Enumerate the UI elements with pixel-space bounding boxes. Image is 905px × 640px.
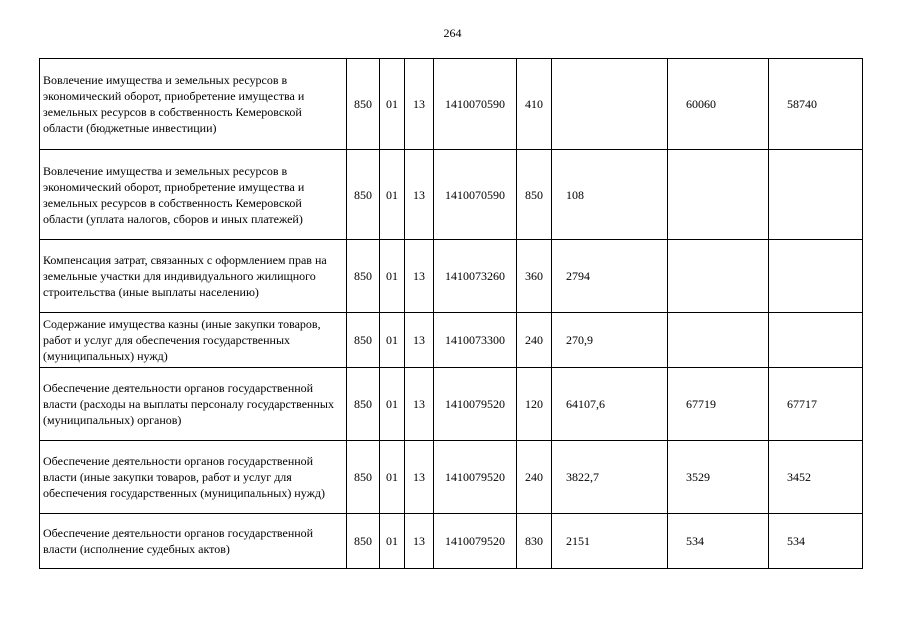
amount-year1-cell: 3822,7 — [552, 441, 668, 514]
table-row — [40, 150, 863, 240]
expense-name-cell: Компенсация затрат, связанных с оформлением прав на земельные участки для индивидуального жилищного строительства (иные выплаты населению) — [40, 240, 347, 313]
section-code-cell: 01 — [380, 150, 405, 240]
subsection-code-cell: 13 — [405, 150, 434, 240]
expense-type-cell: 410 — [517, 59, 552, 150]
expense-name-cell: Вовлечение имущества и земельных ресурсов в экономический оборот, приобретение имущества и земельных ресурсов в собственность Кемеровской области (уплата налогов, сборов и иных платежей) — [40, 150, 347, 240]
section-code-cell: 01 — [380, 441, 405, 514]
amount-year2-cell: 3529 — [668, 441, 769, 514]
amount-year3-cell: 3452 — [769, 441, 863, 514]
department-code-cell: 850 — [347, 313, 380, 368]
expense-type-cell: 830 — [517, 514, 552, 569]
amount-year3-cell — [769, 150, 863, 240]
amount-year1-cell: 270,9 — [552, 313, 668, 368]
section-code-cell: 01 — [380, 240, 405, 313]
target-article-cell: 1410079520 — [434, 441, 517, 514]
subsection-code-cell: 13 — [405, 441, 434, 514]
amount-year3-cell — [769, 240, 863, 313]
section-code-cell: 01 — [380, 368, 405, 441]
amount-year2-cell — [668, 313, 769, 368]
page-number: 264 — [443, 26, 462, 40]
department-code-cell: 850 — [347, 240, 380, 313]
amount-year3-cell — [769, 313, 863, 368]
department-code-cell: 850 — [347, 441, 380, 514]
section-code-cell: 01 — [380, 59, 405, 150]
amount-year1-cell: 108 — [552, 150, 668, 240]
amount-year1-cell: 2794 — [552, 240, 668, 313]
target-article-cell: 1410079520 — [434, 514, 517, 569]
expense-name-cell: Обеспечение деятельности органов государственной власти (иные закупки товаров, работ и услуг для обеспечения государственных (муниципальных) нужд) — [40, 441, 347, 514]
amount-year2-cell: 60060 — [668, 59, 769, 150]
budget-table — [39, 58, 863, 569]
table-row — [40, 313, 863, 368]
subsection-code-cell: 13 — [405, 514, 434, 569]
department-code-cell: 850 — [347, 150, 380, 240]
subsection-code-cell: 13 — [405, 59, 434, 150]
expense-type-cell: 240 — [517, 313, 552, 368]
table-row — [40, 59, 863, 150]
department-code-cell: 850 — [347, 514, 380, 569]
expense-type-cell: 120 — [517, 368, 552, 441]
amount-year1-cell: 2151 — [552, 514, 668, 569]
section-code-cell: 01 — [380, 313, 405, 368]
expense-name-cell: Обеспечение деятельности органов государственной власти (расходы на выплаты персоналу государственных (муниципальных) органов) — [40, 368, 347, 441]
expense-name-cell: Вовлечение имущества и земельных ресурсов в экономический оборот, приобретение имущества и земельных ресурсов в собственность Кемеровской области (бюджетные инвестиции) — [40, 59, 347, 150]
amount-year3-cell: 58740 — [769, 59, 863, 150]
expense-name-cell: Обеспечение деятельности органов государственной власти (исполнение судебных актов) — [40, 514, 347, 569]
department-code-cell: 850 — [347, 368, 380, 441]
amount-year1-cell — [552, 59, 668, 150]
target-article-cell: 1410079520 — [434, 368, 517, 441]
department-code-cell: 850 — [347, 59, 380, 150]
subsection-code-cell: 13 — [405, 240, 434, 313]
section-code-cell: 01 — [380, 514, 405, 569]
target-article-cell: 1410073260 — [434, 240, 517, 313]
subsection-code-cell: 13 — [405, 368, 434, 441]
table-row — [40, 368, 863, 441]
table-row — [40, 240, 863, 313]
subsection-code-cell: 13 — [405, 313, 434, 368]
expense-type-cell: 360 — [517, 240, 552, 313]
target-article-cell: 1410070590 — [434, 150, 517, 240]
amount-year2-cell: 67719 — [668, 368, 769, 441]
table-row — [40, 514, 863, 569]
amount-year1-cell: 64107,6 — [552, 368, 668, 441]
expense-name-cell: Содержание имущества казны (иные закупки товаров, работ и услуг для обеспечения государственных (муниципальных) нужд) — [40, 313, 347, 368]
expense-type-cell: 240 — [517, 441, 552, 514]
amount-year3-cell: 534 — [769, 514, 863, 569]
amount-year2-cell: 534 — [668, 514, 769, 569]
amount-year2-cell — [668, 240, 769, 313]
table-row — [40, 441, 863, 514]
target-article-cell: 1410070590 — [434, 59, 517, 150]
expense-type-cell: 850 — [517, 150, 552, 240]
amount-year3-cell: 67717 — [769, 368, 863, 441]
target-article-cell: 1410073300 — [434, 313, 517, 368]
amount-year2-cell — [668, 150, 769, 240]
